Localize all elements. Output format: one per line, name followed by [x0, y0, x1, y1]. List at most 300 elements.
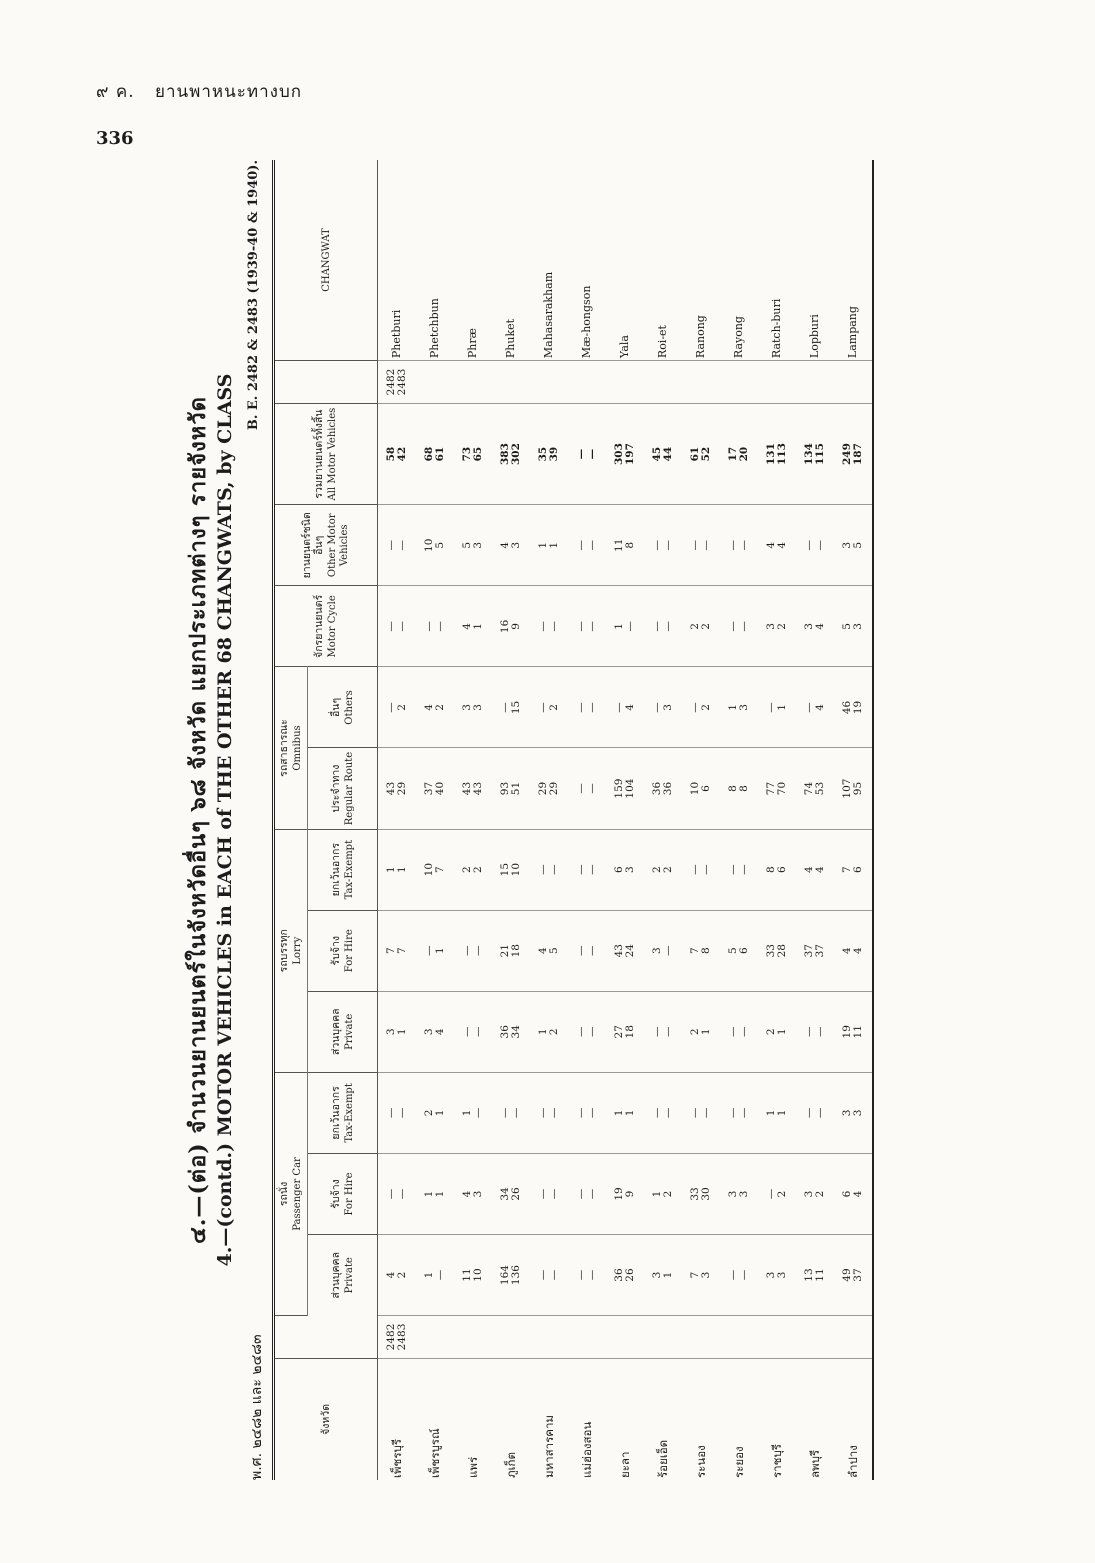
province-thai: ยะลา [618, 1451, 632, 1478]
cell-value: 9 [624, 1190, 636, 1198]
cell-value: 4 [852, 947, 864, 955]
cell-value: 5 [727, 947, 739, 955]
cell-value: 1 [385, 866, 397, 873]
cell-value: — [575, 1026, 587, 1038]
cell-value: — [575, 540, 587, 551]
province-thai: เพ็ชรบูรณ์ [428, 1428, 442, 1478]
cell-value: — [499, 702, 511, 713]
cell-pc-private [454, 1235, 492, 1316]
cell-value: 1 [548, 541, 560, 549]
cell-value: 30 [700, 1187, 712, 1201]
cell-om-others [530, 667, 568, 748]
cell-other-motor [492, 505, 530, 586]
cell-value: 43 [613, 944, 625, 958]
header-year-spacer-right [274, 361, 378, 404]
table-title-english: 4.—(contd.) MOTOR VEHICLES in EACH of THE OTHER 68 CHANGWATS, by CLASS [214, 373, 236, 1267]
year-labels-left [644, 1316, 682, 1359]
cell-pc-exempt [606, 1072, 644, 1153]
province-english: Ratch-buri [758, 160, 796, 361]
province-thai: ระนอง [694, 1445, 708, 1478]
cell-om-regular [492, 748, 530, 829]
cell-lo-private [682, 991, 720, 1072]
cell-value: 3 [472, 704, 484, 711]
cell-value: 10 [472, 1268, 484, 1282]
cell-motorcycle [682, 586, 720, 667]
cell-value: — [662, 540, 674, 551]
cell-other-motor [834, 505, 873, 586]
cell-value: 1 [537, 541, 549, 549]
cell-value: — [586, 621, 598, 632]
section-title: ยานพาหนะทางบก [155, 82, 303, 102]
header-lo-exempt: ยกเว้นอากร Tax-Exempt [308, 829, 378, 910]
cell-value: 302 [510, 443, 522, 466]
year-labels-right [416, 361, 454, 404]
province-thai: ระยอง [732, 1446, 746, 1478]
cell-value: 40 [434, 781, 446, 796]
cell-all [454, 403, 492, 504]
cell-value: 36 [662, 781, 674, 796]
table-row [758, 160, 796, 1480]
cell-value: 2 [700, 704, 712, 711]
province-english: Phetchbun [416, 160, 454, 361]
cell-value: — [727, 864, 739, 875]
year-labels-left [758, 1316, 796, 1359]
cell-pc-hire [606, 1153, 644, 1234]
cell-value: 4 [841, 947, 853, 955]
cell-value: 34 [499, 1187, 511, 1201]
cell-value: 10 [510, 862, 522, 877]
province-english: Yala [606, 160, 644, 361]
cell-value: 7 [689, 1271, 701, 1279]
cell-value: 2 [548, 704, 560, 711]
cell-value: 36 [499, 1025, 511, 1039]
header-changwat-thai: จังหวัด [274, 1358, 378, 1480]
cell-value: — [472, 1107, 484, 1119]
cell-value: 45 [651, 446, 663, 462]
cell-value: 77 [765, 781, 777, 796]
province-english: Phræ [454, 160, 492, 361]
cell-value: 8 [738, 785, 750, 792]
cell-value: 164 [499, 1265, 511, 1286]
cell-value: — [586, 1107, 598, 1119]
cell-lo-exempt [796, 829, 834, 910]
cell-value: 1 [651, 1190, 663, 1198]
cell-value: — [651, 1026, 663, 1038]
cell-om-others [834, 667, 873, 748]
cell-motorcycle [758, 586, 796, 667]
cell-value: 33 [765, 944, 777, 958]
cell-lo-private [530, 991, 568, 1072]
cell-all [492, 403, 530, 504]
cell-motorcycle [454, 586, 492, 667]
cell-pc-exempt [796, 1072, 834, 1153]
cell-lo-private [644, 991, 682, 1072]
cell-value: 1 [396, 866, 408, 873]
cell-lo-exempt [758, 829, 796, 910]
cell-value: 11 [814, 1268, 826, 1282]
cell-lo-exempt [682, 829, 720, 910]
cell-value: 6 [700, 785, 712, 792]
header-om-regular: ประจำทาง Regular Route [308, 748, 378, 829]
cell-lo-private [568, 991, 606, 1072]
cell-value: 2 [423, 1109, 435, 1117]
cell-motorcycle [796, 586, 834, 667]
cell-value: 4 [852, 1190, 864, 1198]
cell-value: 136 [510, 1265, 522, 1286]
cell-value: — [385, 621, 397, 632]
header-lorry: รถบรรทุก Lorry [274, 829, 308, 1072]
cell-value: — [727, 1269, 739, 1281]
cell-value: 4 [461, 623, 473, 630]
cell-value: — [727, 1026, 739, 1038]
cell-all [416, 403, 454, 504]
cell-value: 3 [765, 623, 777, 630]
cell-pc-hire [530, 1153, 568, 1234]
cell-value: 1 [700, 1028, 712, 1036]
year-labels-right [758, 361, 796, 404]
cell-value: 7 [841, 866, 853, 873]
cell-value: — [537, 1107, 549, 1119]
province-thai: มหาสารคาม [542, 1414, 556, 1478]
cell-value: 2 [689, 1028, 701, 1036]
year-labels-right [834, 361, 873, 404]
cell-pc-private [492, 1235, 530, 1316]
cell-value: 5 [548, 947, 560, 955]
cell-pc-hire [796, 1153, 834, 1234]
cell-value: 11 [613, 538, 625, 552]
cell-value: 2 [814, 1190, 826, 1198]
cell-value: 58 [385, 446, 397, 462]
cell-value: — [385, 1188, 397, 1200]
cell-value: — [689, 1107, 701, 1119]
cell-value: 4 [765, 541, 777, 549]
cell-lo-exempt [606, 829, 644, 910]
cell-value: — [537, 1269, 549, 1281]
cell-value: 8 [765, 866, 777, 873]
cell-value: 70 [776, 781, 788, 796]
cell-lo-exempt [454, 829, 492, 910]
cell-value: 3 [662, 704, 674, 711]
cell-value: 11 [852, 1025, 864, 1039]
cell-value: — [499, 1107, 511, 1119]
cell-lo-hire [796, 910, 834, 991]
cell-value: 37 [803, 944, 815, 958]
page-header [96, 78, 316, 105]
cell-om-others [454, 667, 492, 748]
cell-value: — [586, 1269, 598, 1281]
cell-value: — [385, 1107, 397, 1119]
cell-pc-exempt [492, 1072, 530, 1153]
province-thai: แม่ฮ่องสอน [580, 1421, 594, 1478]
cell-om-others [416, 667, 454, 748]
cell-motorcycle [530, 586, 568, 667]
cell-value: — [586, 783, 598, 794]
cell-om-regular [454, 748, 492, 829]
cell-value: 134 [803, 443, 815, 466]
cell-value: 4 [814, 623, 826, 630]
province-english: Roi-et [644, 160, 682, 361]
cell-value: — [396, 1188, 408, 1200]
cell-om-regular [682, 748, 720, 829]
cell-value: — [385, 702, 397, 713]
cell-value: — [396, 1107, 408, 1119]
cell-value: — [700, 864, 712, 875]
cell-pc-exempt [758, 1072, 796, 1153]
cell-value: — [575, 621, 587, 632]
cell-value: 104 [624, 778, 636, 799]
cell-value: 20 [738, 446, 750, 462]
cell-om-regular [606, 748, 644, 829]
year-labels-right [378, 361, 417, 404]
cell-value: 5 [461, 541, 473, 549]
cell-lo-hire [454, 910, 492, 991]
cell-lo-exempt [834, 829, 873, 910]
cell-value: 4 [434, 1028, 446, 1036]
cell-value: 1 [472, 623, 484, 630]
cell-value: — [803, 702, 815, 713]
cell-om-others [682, 667, 720, 748]
province-thai: ลพบุรี [808, 1449, 822, 1478]
cell-all [568, 403, 606, 504]
cell-lo-hire [720, 910, 758, 991]
province-english: Mæ-hongson [568, 160, 606, 361]
cell-value: — [385, 540, 397, 551]
cell-value: 4 [803, 866, 815, 873]
cell-value: — [814, 1107, 826, 1119]
cell-value: — [814, 1026, 826, 1038]
cell-pc-hire [492, 1153, 530, 1234]
cell-lo-private [454, 991, 492, 1072]
cell-value: 3 [624, 866, 636, 873]
cell-om-regular [720, 748, 758, 829]
cell-value: — [700, 1107, 712, 1119]
cell-value: 1 [434, 1109, 446, 1117]
year-labels-right [492, 361, 530, 404]
cell-pc-exempt [834, 1072, 873, 1153]
year-label: 2483 [396, 1323, 408, 1351]
cell-motorcycle [834, 586, 873, 667]
cell-value: 2 [472, 866, 484, 873]
table-row [530, 160, 568, 1480]
cell-value: 3 [651, 1271, 663, 1279]
cell-all [834, 403, 873, 504]
table-row [378, 160, 417, 1480]
cell-lo-hire [568, 910, 606, 991]
cell-value: 9 [510, 623, 522, 630]
cell-all [758, 403, 796, 504]
table-row [796, 160, 834, 1480]
cell-value: 3 [423, 1028, 435, 1036]
cell-value: — [575, 448, 587, 460]
cell-value: 2 [662, 866, 674, 873]
year-labels-right [644, 361, 682, 404]
cell-value: 7 [396, 947, 408, 955]
cell-value: 27 [613, 1025, 625, 1039]
cell-value: 39 [548, 446, 560, 462]
motor-vehicles-table [272, 160, 874, 1480]
cell-value: 3 [841, 1109, 853, 1117]
cell-value: 3 [510, 541, 522, 549]
cell-value: — [548, 1188, 560, 1200]
cell-value: — [662, 621, 674, 632]
year-labels-left [834, 1316, 873, 1359]
year-labels-left [530, 1316, 568, 1359]
year-labels-left [568, 1316, 606, 1359]
cell-value: 74 [803, 781, 815, 796]
cell-value: 3 [472, 1190, 484, 1198]
cell-pc-private [834, 1235, 873, 1316]
cell-value: 29 [396, 781, 408, 796]
cell-lo-hire [644, 910, 682, 991]
cell-value: 1 [624, 1109, 636, 1117]
cell-value: 19 [613, 1187, 625, 1201]
table-row [682, 160, 720, 1480]
cell-value: — [662, 1026, 674, 1038]
cell-pc-private [796, 1235, 834, 1316]
cell-value: 15 [499, 862, 511, 877]
cell-value: 53 [814, 781, 826, 796]
cell-value: — [700, 540, 712, 551]
cell-value: 52 [700, 446, 712, 462]
cell-om-others [492, 667, 530, 748]
cell-value: — [613, 702, 625, 713]
cell-value: 1 [662, 1271, 674, 1279]
cell-value: 43 [472, 781, 484, 796]
cell-value: 49 [841, 1268, 853, 1282]
cell-value: 46 [841, 700, 853, 715]
cell-value: 8 [624, 541, 636, 549]
cell-value: 4 [423, 704, 435, 711]
cell-value: — [586, 1026, 598, 1038]
cell-pc-exempt [416, 1072, 454, 1153]
cell-other-motor [682, 505, 720, 586]
header-other-motor-vehicles: ยานยนตร์ชนิดอื่นๆ Other Motor Vehicles [274, 505, 378, 586]
cell-value: — [575, 945, 587, 956]
cell-lo-private [378, 991, 417, 1072]
cell-value: 1 [396, 1028, 408, 1036]
cell-value: 1 [537, 1028, 549, 1036]
cell-om-others [758, 667, 796, 748]
cell-motorcycle [606, 586, 644, 667]
cell-value: — [738, 864, 750, 875]
cell-pc-private [758, 1235, 796, 1316]
cell-value: 3 [651, 947, 663, 955]
cell-om-regular [834, 748, 873, 829]
section-code: ๙ ค. [96, 82, 135, 102]
cell-value: 3 [776, 1271, 788, 1279]
cell-value: 43 [385, 781, 397, 796]
cell-value: 19 [852, 700, 864, 715]
year-labels-left [682, 1316, 720, 1359]
cell-value: 10 [689, 781, 701, 796]
cell-value: — [727, 1107, 739, 1119]
cell-value: 37 [852, 1268, 864, 1282]
cell-value: 44 [662, 446, 674, 462]
cell-lo-hire [758, 910, 796, 991]
table-row [454, 160, 492, 1480]
cell-value: 95 [852, 781, 864, 796]
cell-om-regular [568, 748, 606, 829]
year-english: B. E. 2482 & 2483 (1939-40 & 1940). [246, 160, 261, 431]
cell-value: 43 [461, 781, 473, 796]
cell-value: 37 [423, 781, 435, 796]
cell-value: — [537, 702, 549, 713]
cell-value: — [765, 702, 777, 713]
cell-pc-private [568, 1235, 606, 1316]
cell-om-regular [796, 748, 834, 829]
cell-value: 107 [841, 778, 853, 799]
cell-value: 34 [510, 1025, 522, 1039]
cell-all [682, 403, 720, 504]
cell-value: 187 [852, 443, 864, 466]
cell-value: 2 [396, 1271, 408, 1279]
year-labels-left [720, 1316, 758, 1359]
cell-pc-exempt [720, 1072, 758, 1153]
year-labels-right [720, 361, 758, 404]
cell-value: 4 [814, 704, 826, 711]
cell-value: — [651, 540, 663, 551]
cell-pc-private [378, 1235, 417, 1316]
cell-value: — [738, 1107, 750, 1119]
cell-value: — [689, 864, 701, 875]
cell-lo-private [758, 991, 796, 1072]
year-labels-right [796, 361, 834, 404]
year-labels-left [454, 1316, 492, 1359]
year-labels-right [454, 361, 492, 404]
cell-value: — [662, 945, 674, 956]
cell-value: — [548, 864, 560, 875]
cell-value: — [586, 540, 598, 551]
cell-pc-hire [416, 1153, 454, 1234]
year-labels-right [606, 361, 644, 404]
cell-value: 1 [613, 623, 625, 630]
cell-value: 11 [461, 1268, 473, 1282]
province-english: Rayong [720, 160, 758, 361]
cell-pc-private [606, 1235, 644, 1316]
cell-value: 2 [700, 623, 712, 630]
table-body [378, 160, 874, 1480]
cell-value: — [434, 621, 446, 632]
year-labels-left [796, 1316, 834, 1359]
cell-value: 19 [841, 1025, 853, 1039]
cell-value: — [537, 621, 549, 632]
cell-motorcycle [720, 586, 758, 667]
header-year-spacer-left [274, 1316, 378, 1359]
cell-value: — [396, 621, 408, 632]
province-thai: ภูเก็ต [504, 1452, 518, 1478]
cell-value: — [727, 540, 739, 551]
header-om-others: อื่นๆ Others [308, 667, 378, 748]
year-thai: พ.ศ. ๒๔๘๒ และ ๒๔๘๓ [249, 1334, 265, 1480]
cell-other-motor [606, 505, 644, 586]
cell-lo-exempt [416, 829, 454, 910]
cell-value: 73 [461, 446, 473, 462]
cell-pc-exempt [454, 1072, 492, 1153]
cell-value: 3 [852, 623, 864, 630]
cell-value: — [510, 1107, 522, 1119]
cell-value: 4 [814, 866, 826, 873]
cell-all [606, 403, 644, 504]
cell-value: 37 [814, 944, 826, 958]
cell-value: 2 [548, 1028, 560, 1036]
cell-motorcycle [644, 586, 682, 667]
cell-value: 1 [423, 1190, 435, 1198]
cell-lo-exempt [530, 829, 568, 910]
year-labels-right [568, 361, 606, 404]
year-label: 2482 [385, 1323, 397, 1351]
cell-om-regular [758, 748, 796, 829]
cell-value: — [651, 621, 663, 632]
